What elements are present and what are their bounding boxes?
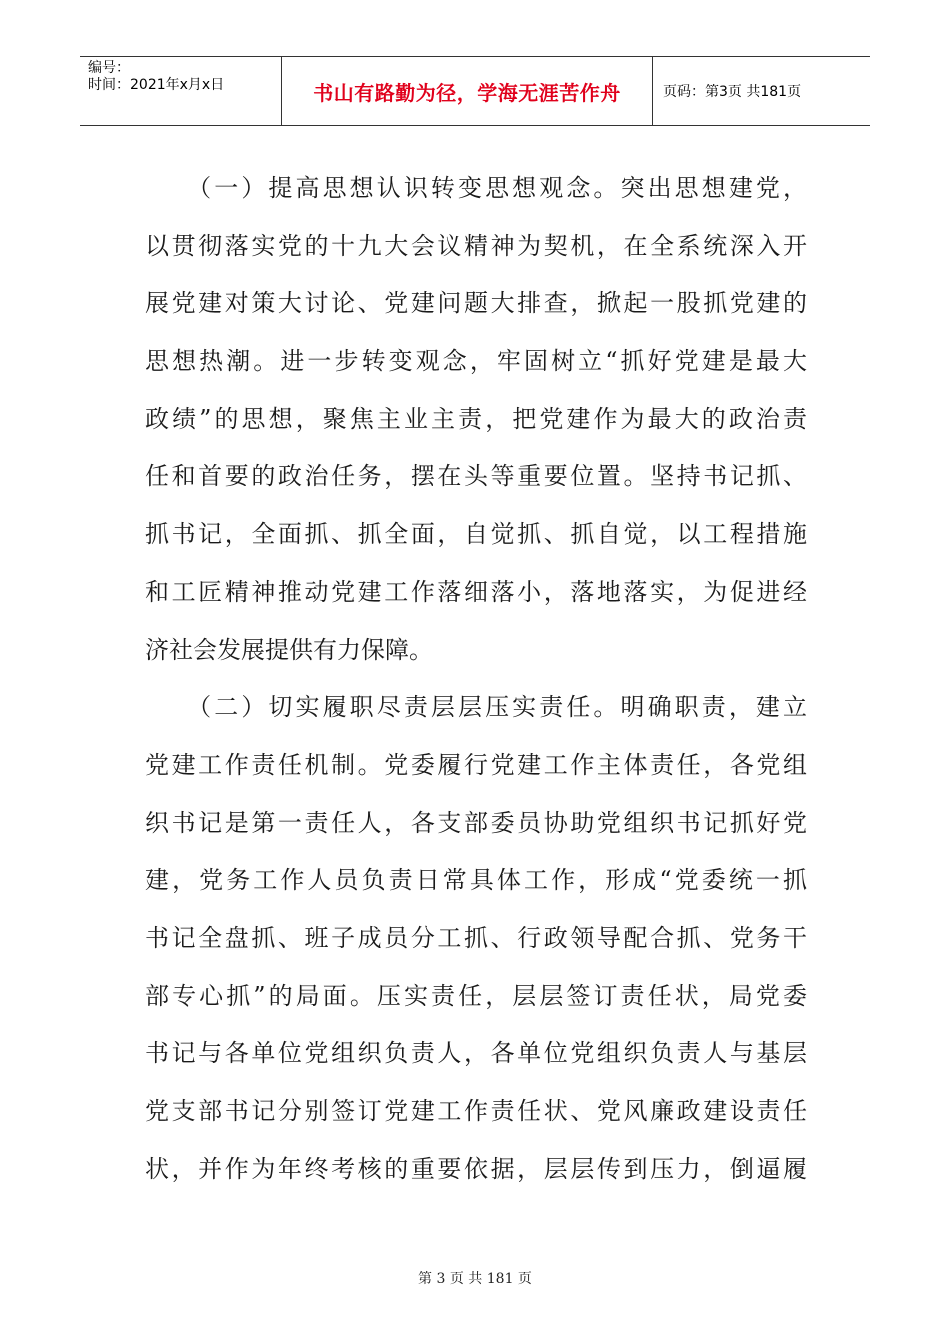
page-footer: 第 3 页 共 181 页 — [418, 1271, 532, 1287]
header-page-cell — [653, 57, 870, 125]
header-motto: 书山有路勤为径，学海无涯苦作舟 — [313, 80, 621, 105]
text-line: 抓书记，全面抓、抓全面，自觉抓、抓自觉，以工程措施 — [145, 520, 807, 549]
text-line: 思想热潮。进一步转变观念，牢固树立“抓好党建是最大 — [145, 347, 807, 376]
document-number-label: 编号： — [88, 60, 130, 76]
header-meta — [80, 57, 282, 125]
text-line: 政绩”的思想，聚焦主业主责，把党建作为最大的政治责 — [145, 404, 807, 433]
text-line: 部专心抓”的局面。压实责任，层层签订责任状，局党委 — [145, 981, 807, 1010]
text-line: 党建工作责任机制。党委履行党建工作主体责任，各党组 — [145, 750, 807, 779]
text-line: 书记与各单位党组织负责人，各单位党组织负责人与基层 — [145, 1039, 807, 1068]
text-line: 状，并作为年终考核的重要依据，层层传到压力，倒逼履 — [145, 1154, 807, 1183]
document-header — [80, 56, 870, 126]
text-line: 书记全盘抓、班子成员分工抓、行政领导配合抓、党务干 — [145, 923, 807, 952]
text-line: 任和首要的政治任务，摆在头等重要位置。坚持书记抓、 — [145, 462, 807, 491]
text-line: 织书记是第一责任人，各支部委员协助党组织书记抓好党 — [145, 808, 807, 837]
document-body — [145, 160, 807, 1198]
text-line: （一）提高思想认识转变思想观念。突出思想建党， — [145, 174, 807, 202]
text-line: 建，党务工作人员负责日常具体工作，形成“党委统一抓 — [145, 866, 807, 895]
text-line: 展党建对策大讨论、党建问题大排查，掀起一股抓党建的 — [145, 289, 807, 318]
text-line: （二）切实履职尽责层层压实责任。明确职责，建立 — [145, 693, 807, 722]
text-line: 和工匠精神推动党建工作落细落小，落地落实，为促进经 — [145, 577, 807, 606]
header-page-info: 页码：第3页 共181页 — [663, 84, 802, 100]
text-line: 以贯彻落实党的十九大会议精神为契机，在全系统深入开 — [145, 231, 807, 260]
document-date-label: 时间：2021年x月x日 — [88, 77, 225, 93]
text-line: 济社会发展提供有力保障。 — [145, 635, 433, 664]
header-motto-cell — [282, 57, 653, 125]
text-line: 党支部书记分别签订党建工作责任状、党风廉政建设责任 — [145, 1097, 807, 1125]
